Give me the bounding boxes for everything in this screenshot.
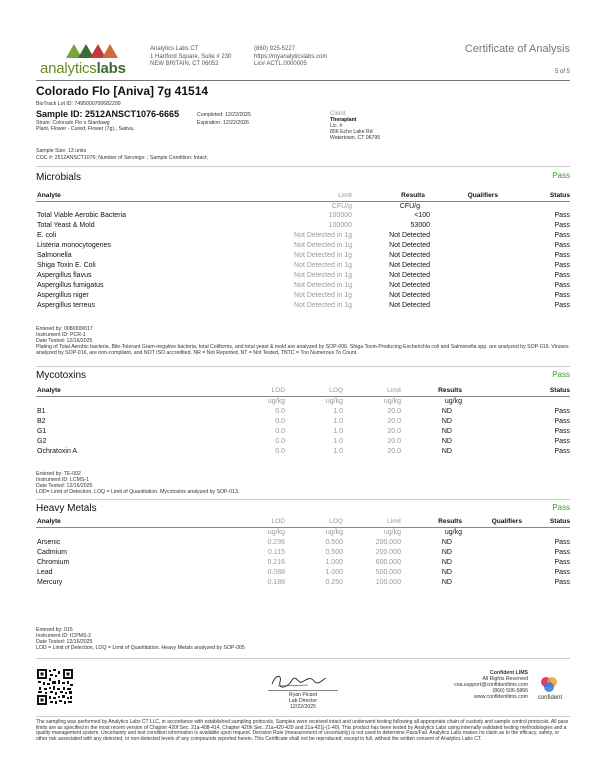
result-value: ND — [441, 448, 452, 455]
col-results: Results — [438, 387, 462, 394]
table-row — [36, 549, 570, 559]
product-name: Colorado Flo [Aniva] 7g 41514 — [36, 84, 209, 98]
document-title: Certificate of Analysis — [464, 43, 570, 55]
lod-value: 0.0 — [275, 428, 285, 435]
lims-name: Confident LIMS — [489, 670, 528, 676]
limit-value: Not Detected in 1g — [294, 282, 352, 289]
lab-website[interactable]: https://myanalyticslabs.com — [254, 53, 328, 60]
col-limit: Limit — [338, 192, 352, 199]
sample-size: Sample Size: 13 units — [36, 148, 87, 154]
loq-value: 1.0 — [333, 448, 343, 455]
confident-logo — [530, 676, 570, 706]
col-limit: Limit — [387, 518, 401, 525]
loq-value: 1.000 — [325, 569, 343, 576]
analyte-name: Aspergillus niger — [37, 292, 89, 299]
result-value: Not Detected — [389, 242, 430, 249]
table-row — [36, 242, 570, 252]
table-row — [36, 262, 570, 272]
status-value: Pass — [554, 549, 570, 556]
metals-instrument: Instrument ID: ICPMS-2 — [36, 633, 92, 639]
col-lod: LOD — [271, 387, 285, 394]
table-row — [36, 539, 570, 549]
limit-value: 600.000 — [375, 559, 401, 566]
limit-value: 500.000 — [375, 569, 401, 576]
result-value: ND — [441, 408, 452, 415]
analyte-name: Shiga Toxin E. Coli — [37, 262, 96, 269]
status-value: Pass — [554, 579, 570, 586]
mycotoxins-notes — [36, 471, 570, 495]
limit-units: ug/kg — [383, 398, 401, 405]
limit-value: 20.0 — [387, 418, 401, 425]
microbials-method-notes: Plating of Total Aerobic bacteria, Bile-Tolerant Gram-negative bacteria, total Coliforms, and total yeast & mold are analyzed by SOP-006. Shiga Toxin-Producing Escherichia coli and Salmonella spp. are analyzed by SOP-019. Viruses analyzed by SOP-016, are non-compliant, and NOT ISO accredited. NR = Not Reported, NT = Not Tested, TNTC = Too Numerous To Count. — [36, 344, 569, 356]
lod-value: 0.188 — [267, 579, 285, 586]
sample-id: Sample ID: 2512ANSCT1076-6665 — [36, 109, 180, 119]
loq-value: 0.500 — [325, 539, 343, 546]
lod-value: 0.115 — [268, 549, 285, 556]
limit-value: 20.0 — [387, 438, 401, 445]
signature-date: 12/22/2025 — [290, 704, 316, 710]
loq-units: ug/kg — [325, 529, 343, 536]
result-value: ND — [441, 539, 452, 546]
result-value: <100 — [414, 212, 430, 219]
status-value: Pass — [554, 418, 570, 425]
loq-units: ug/kg — [325, 398, 343, 405]
table-row — [36, 418, 570, 428]
lab-contact — [254, 46, 364, 69]
analyte-name: G2 — [37, 438, 47, 445]
status-value: Pass — [554, 428, 570, 435]
analyte-name: Total Yeast & Mold — [37, 222, 95, 229]
client-info — [330, 111, 380, 141]
status-value: Pass — [554, 302, 570, 309]
mycotoxins-title: Mycotoxins — [36, 370, 87, 381]
loq-value: 1.000 — [325, 559, 343, 566]
qr-code-icon[interactable] — [36, 668, 74, 706]
analyte-name: E. coli — [37, 232, 57, 239]
result-value: ND — [441, 559, 452, 566]
result-value: ND — [441, 579, 452, 586]
loq-value: 0.250 — [325, 579, 343, 586]
lod-units: ug/kg — [267, 398, 285, 405]
signer-role: Lab Director — [288, 698, 318, 704]
lims-web[interactable]: www.confidentlims.com — [474, 694, 528, 700]
microbials-title: Microbials — [36, 172, 82, 183]
limit-value: 200.000 — [375, 549, 401, 556]
result-value: Not Detected — [389, 292, 430, 299]
analyte-name: Salmonella — [37, 252, 72, 259]
results-units: ug/kg — [444, 529, 462, 536]
result-value: Not Detected — [389, 262, 430, 269]
status-value: Pass — [554, 282, 570, 289]
result-value: Not Detected — [389, 252, 430, 259]
lims-email[interactable]: coa.support@confidentlims.com — [454, 682, 528, 688]
analyte-name: B1 — [37, 408, 46, 415]
analyte-name: Listeria monocytogenes — [37, 242, 111, 249]
analyte-name: Aspergillus flavus — [37, 272, 92, 279]
table-row — [36, 448, 570, 458]
table-row — [36, 292, 570, 302]
result-value: ND — [441, 549, 452, 556]
mycotoxins-instrument: Instrument ID: LCMS-1 — [36, 477, 90, 483]
mycotoxins-table — [36, 387, 570, 463]
metals-date-tested: Date Tested: 12/16/2025 — [36, 639, 93, 645]
client-name: Theraplant — [330, 117, 357, 123]
table-row — [36, 408, 570, 418]
col-status: Status — [549, 192, 570, 199]
analyte-name: B2 — [37, 418, 46, 425]
result-value: ND — [441, 438, 452, 445]
analyte-name: Aspergillus fumigatus — [37, 282, 104, 289]
mycotoxins-method-notes: LOD= Limit of Detection, LOQ = Limit of Quantitation. Mycotoxins analyzed by SOP-013. — [36, 489, 240, 495]
analyte-name: Aspergillus terreus — [37, 302, 95, 309]
mycotoxins-status: Pass — [552, 370, 570, 379]
analyte-name: Mercury — [37, 579, 63, 586]
table-row — [36, 579, 570, 589]
limit-value: Not Detected in 1g — [294, 242, 352, 249]
lod-value: 0.0 — [275, 418, 285, 425]
lod-value: 0.216 — [267, 559, 285, 566]
table-row — [36, 212, 570, 222]
status-value: Pass — [554, 262, 570, 269]
mycotoxins-entered-by: Entered by: TE-002 — [36, 471, 81, 477]
limit-units: ug/kg — [383, 529, 401, 536]
lab-address-2: NEW BRITAIN, CT 06052 — [150, 61, 219, 67]
table-row — [36, 232, 570, 242]
loq-value: 1.0 — [333, 428, 343, 435]
lims-info — [454, 670, 528, 700]
limit-value: 20.0 — [387, 428, 401, 435]
col-status: Status — [549, 387, 570, 394]
microbials-entered-by: Entered by: 008/009/017 — [36, 326, 93, 332]
lod-value: 0.236 — [267, 539, 285, 546]
metals-entered-by: Entered by: 015 — [36, 627, 73, 633]
product-type: Plant, Flower - Cured, Flower (7g),, Sativa, — [36, 126, 135, 132]
table-row — [36, 569, 570, 579]
lod-units: ug/kg — [267, 529, 285, 536]
table-row — [36, 438, 570, 448]
col-results: Results — [438, 518, 462, 525]
status-value: Pass — [554, 272, 570, 279]
analyte-name: Ochratoxin A — [37, 448, 78, 455]
result-value: ND — [441, 569, 452, 576]
strain: Strain: Colorado Flo x Stardawg — [36, 120, 110, 126]
col-status: Status — [549, 518, 570, 525]
metals-notes — [36, 627, 570, 651]
microbials-table — [36, 192, 570, 316]
results-units: ug/kg — [444, 398, 462, 405]
limit-value: Not Detected in 1g — [294, 232, 352, 239]
table-row — [36, 222, 570, 232]
status-value: Pass — [554, 242, 570, 249]
lod-value: 0.0 — [275, 408, 285, 415]
result-value: Not Detected — [389, 302, 430, 309]
signature-image — [268, 672, 328, 690]
limit-units: CFU/g — [331, 203, 352, 210]
status-value: Pass — [554, 559, 570, 566]
microbials-instrument: Instrument ID: PCR-1 — [36, 332, 86, 338]
status-value: Pass — [554, 222, 570, 229]
result-value: Not Detected — [389, 232, 430, 239]
result-value: 53000 — [410, 222, 430, 229]
signature-block — [268, 692, 338, 710]
limit-value: Not Detected in 1g — [294, 262, 352, 269]
status-value: Pass — [554, 569, 570, 576]
analyte-name: Lead — [37, 569, 53, 576]
table-row — [36, 252, 570, 262]
footer-disclaimer: The sampling was performed by Analytics Labs CT LLC, in accordance with established sampling protocols. Samples were received intact and underwent testing following all appropriate chain of custody and sample control protocols. All pass limits are as specified in the most recent version of Chapter 420f Sec. 21a-408-414, Chapter 420h Sec. 21a-420-429 and 21a-421j-(1-40). This product has been tested by Analytics Labs using internally validated testing methodologies and a quality management system. Uncertainty and test condition information is available upon request. Decision Rule (measurement of uncertainty) is not used to determine Pass/Fail. Analytics Labs makes no claim as to the efficacy, safety, or other risk associated with any detected, or non-detected levels of any compounds reported herein. This Certificate shall not be reproduced, except in full, without the written consent of Analytics Labs CT. — [36, 719, 569, 742]
logo-text-analytics: analytics — [40, 60, 97, 77]
metals-method-notes: LOD = Limit of Detection, LOQ = Limit of Quantitation. Heavy Metals analyzed by SOP-005 — [36, 645, 245, 651]
table-row — [36, 282, 570, 292]
lab-logo — [40, 40, 140, 80]
client-address-1: 856 Echo Lake Rd — [330, 129, 373, 135]
status-value: Pass — [554, 448, 570, 455]
status-value: Pass — [554, 252, 570, 259]
col-analyte: Analyte — [37, 192, 61, 199]
biotrack-lot-id: BioTrack Lot ID: 7495000700682299 — [36, 101, 121, 107]
col-lod: LOD — [271, 518, 285, 525]
result-value: ND — [441, 428, 452, 435]
result-value: Not Detected — [389, 282, 430, 289]
logo-text-labs: labs — [96, 60, 126, 77]
status-value: Pass — [554, 232, 570, 239]
signer-name: Ryan Picard — [288, 692, 318, 698]
lims-rights: All Rights Reserved — [482, 676, 528, 682]
status-value: Pass — [554, 438, 570, 445]
loq-value: 0.500 — [325, 549, 343, 556]
logo-mark-icon — [64, 40, 124, 60]
col-analyte: Analyte — [37, 387, 61, 394]
mycotoxins-date-tested: Date Tested: 12/16/2025 — [36, 483, 93, 489]
lab-license: Lic# ACTL.0000005 — [254, 61, 307, 67]
analyte-name: Total Viable Aerobic Bacteria — [37, 212, 126, 219]
lod-value: 0.088 — [267, 569, 285, 576]
analyte-name: Cadmium — [37, 549, 67, 556]
confident-logo-icon — [540, 676, 558, 694]
col-loq: LOQ — [329, 387, 343, 394]
limit-value: 20.0 — [387, 408, 401, 415]
analyte-name: Chromium — [37, 559, 70, 566]
col-loq: LOQ — [329, 518, 343, 525]
client-lic: Lic. # — [330, 123, 343, 129]
client-label: Client — [330, 111, 346, 117]
limit-value: 20.0 — [387, 448, 401, 455]
lab-name: Analytics Labs CT — [150, 46, 199, 52]
analyte-name: Arsenic — [37, 539, 61, 546]
limit-value: Not Detected in 1g — [294, 302, 352, 309]
analyte-name: G1 — [37, 428, 47, 435]
metals-title: Heavy Metals — [36, 503, 97, 514]
table-row — [36, 428, 570, 438]
loq-value: 1.0 — [333, 438, 343, 445]
microbials-notes — [36, 326, 570, 356]
limit-value: Not Detected in 1g — [294, 292, 352, 299]
col-analyte: Analyte — [37, 518, 61, 525]
metals-table — [36, 518, 570, 600]
loq-value: 1.0 — [333, 408, 343, 415]
status-value: Pass — [554, 408, 570, 415]
limit-value: Not Detected in 1g — [294, 272, 352, 279]
status-value: Pass — [554, 292, 570, 299]
confident-logo-text: confident — [537, 695, 563, 701]
results-units: CFU/g — [399, 203, 420, 210]
col-qualifiers: Qualifiers — [467, 192, 498, 199]
table-row — [36, 559, 570, 569]
result-value: ND — [441, 418, 452, 425]
client-address-2: Watertown, CT 06795 — [330, 135, 381, 141]
limit-value: 100000 — [328, 212, 352, 219]
lab-address-1: 1 Hartford Square, Suite # 230 — [150, 53, 232, 60]
page-number: 5 of 5 — [554, 69, 570, 75]
col-results: Results — [401, 192, 425, 199]
metals-status: Pass — [552, 503, 570, 512]
coc-info: COC #: 2512ANSCT1076; Number of Servings: ; Sample Condition: Intact; — [36, 155, 208, 161]
result-value: Not Detected — [389, 272, 430, 279]
lims-phone: (866) 506-5866 — [492, 688, 528, 694]
table-row — [36, 302, 570, 312]
lab-phone: (860) 925-5227 — [254, 46, 296, 52]
limit-value: 100.000 — [375, 579, 401, 586]
completed-date: Completed: 12/22/2025 — [197, 112, 251, 118]
expiration-date: Expiration: 12/22/2026 — [197, 120, 249, 126]
col-qualifiers: Qualifiers — [491, 518, 522, 525]
microbials-status: Pass — [552, 171, 570, 180]
limit-value: 100000 — [328, 222, 352, 229]
table-row — [36, 272, 570, 282]
microbials-date-tested: Date Tested: 12/16/2025 — [36, 338, 93, 344]
lab-info — [150, 46, 260, 69]
status-value: Pass — [554, 212, 570, 219]
lod-value: 0.0 — [275, 438, 285, 445]
col-limit: Limit — [387, 387, 401, 394]
loq-value: 1.0 — [333, 418, 343, 425]
limit-value: 200.000 — [375, 539, 401, 546]
limit-value: Not Detected in 1g — [294, 252, 352, 259]
lod-value: 0.0 — [275, 448, 285, 455]
status-value: Pass — [554, 539, 570, 546]
